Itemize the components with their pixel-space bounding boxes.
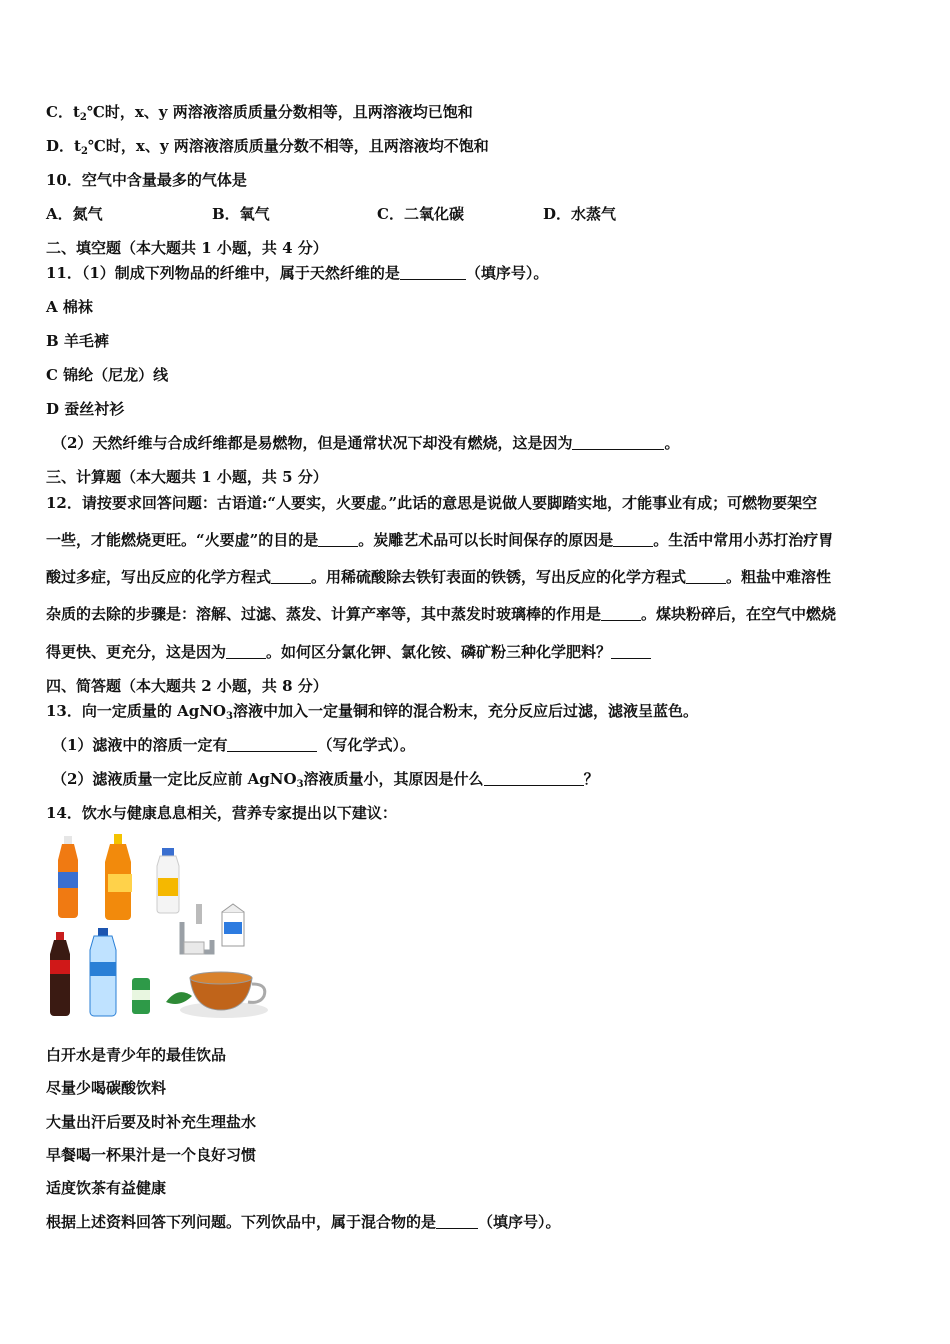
q11-part2: （2）天然纤维与合成纤维都是易燃物，但是通常状况下却没有燃烧，这是因为 。 xyxy=(52,434,680,452)
answer-blank[interactable] xyxy=(484,771,584,786)
q9-option-d: D．$t_2℃$时，x、y 两溶液溶质质量分数不相等，且两溶液均不饱和 xyxy=(46,137,489,157)
q12-line-1: 12．请按要求回答问题：古语道:“人要实，火要虚。”此话的意思是说做人要脚踏实地，才能事业有成；可燃物要架空 xyxy=(46,494,818,512)
answer-blank[interactable] xyxy=(686,569,726,584)
tap-water-icon xyxy=(182,904,212,954)
q12-line-4: 杂质的去除的步骤是：溶解、过滤、蒸发、计算产率等，其中蒸发时玻璃棒的作用是 。煤块粉碎后，在空气中燃烧 xyxy=(46,605,837,623)
orange-soda-bottle-icon xyxy=(58,836,78,918)
tea-cup-icon xyxy=(166,972,268,1018)
q14-tip-2: 尽量少喝碳酸饮料 xyxy=(46,1079,167,1097)
q12-line-2: 一些，才能燃烧更旺。“火要虚”的目的是 。炭雕艺术品可以长时间保存的原因是 。生活中常用小苏打治疗胃 xyxy=(46,531,834,549)
section-heading-short: 四、简答题（本大题共 2 小题，共 8 分） xyxy=(46,677,328,695)
q14-tip-5: 适度饮茶有益健康 xyxy=(46,1179,167,1197)
q14-tip-4: 早餐喝一杯果汁是一个良好习惯 xyxy=(46,1146,257,1164)
answer-blank[interactable] xyxy=(271,569,311,584)
q14-question: 根据上述资料回答下列问题。下列饮品中，属于混合物的是 （填序号）。 xyxy=(46,1213,561,1231)
q11-item-c: C 锦纶（尼龙）线 xyxy=(46,366,169,384)
juice-bottle-icon xyxy=(105,834,132,920)
section-heading-calc: 三、计算题（本大题共 1 小题，共 5 分） xyxy=(46,468,328,486)
q10-option-a: A．氮气 xyxy=(46,205,103,223)
q11-stem: 11．（1）制成下列物品的纤维中，属于天然纤维的是 （填序号）。 xyxy=(46,264,549,282)
q14-tip-3: 大量出汗后要及时补充生理盐水 xyxy=(46,1113,257,1131)
q10-option-b: B．氧气 xyxy=(212,205,270,223)
cola-bottle-icon xyxy=(50,932,70,1016)
q9-option-c: C．$t_2℃$时，x、y 两溶液溶质质量分数相等，且两溶液均已饱和 xyxy=(46,103,473,123)
answer-blank[interactable] xyxy=(613,532,653,547)
answer-blank[interactable] xyxy=(572,435,664,450)
q11-item-b: B 羊毛裤 xyxy=(46,332,109,350)
q10-stem: 10．空气中含量最多的气体是 xyxy=(46,171,247,189)
answer-blank[interactable] xyxy=(601,606,641,621)
drinks-illustration xyxy=(46,832,276,1024)
q10-option-c: C．二氧化碳 xyxy=(377,205,464,223)
answer-blank[interactable] xyxy=(611,644,651,659)
answer-blank[interactable] xyxy=(318,532,358,547)
answer-blank[interactable] xyxy=(227,737,317,752)
q14-stem: 14．饮水与健康息息相关，营养专家提出以下建议： xyxy=(46,804,397,822)
milk-drink-bottle-icon xyxy=(157,848,179,913)
section-heading-fill: 二、填空题（本大题共 1 小题，共 4 分） xyxy=(46,239,328,257)
q12-line-3: 酸过多症，写出反应的化学方程式 。用稀硫酸除去铁钉表面的铁锈，写出反应的化学方程式 。粗盐中难溶性 xyxy=(46,568,832,586)
q13-part2: （2）滤液质量一定比反应前 AgNO$_3$溶液质量小，其原因是什么 ？ xyxy=(52,770,599,790)
q12-line-5: 得更快、更充分，这是因为 。如何区分氯化钾、氯化铵、磷矿粉三种化学肥料？ xyxy=(46,642,651,662)
answer-blank[interactable] xyxy=(226,644,266,659)
milk-carton-icon xyxy=(222,904,244,946)
answer-blank[interactable] xyxy=(400,265,466,280)
answer-blank[interactable] xyxy=(436,1214,478,1229)
q13-stem: 13．向一定质量的 AgNO$_3$溶液中加入一定量铜和锌的混合粉末，充分反应后过滤，滤液呈蓝色。 xyxy=(46,702,698,722)
q10-option-d: D．水蒸气 xyxy=(543,205,617,223)
q14-tip-1: 白开水是青少年的最佳饮品 xyxy=(46,1046,227,1064)
soda-can-icon xyxy=(132,978,150,1014)
q11-item-d: D 蚕丝衬衫 xyxy=(46,400,125,418)
q13-part1: （1）滤液中的溶质一定有 （写化学式）。 xyxy=(52,736,415,754)
water-bottle-icon xyxy=(90,928,116,1016)
q11-item-a: A 棉袜 xyxy=(46,298,93,316)
